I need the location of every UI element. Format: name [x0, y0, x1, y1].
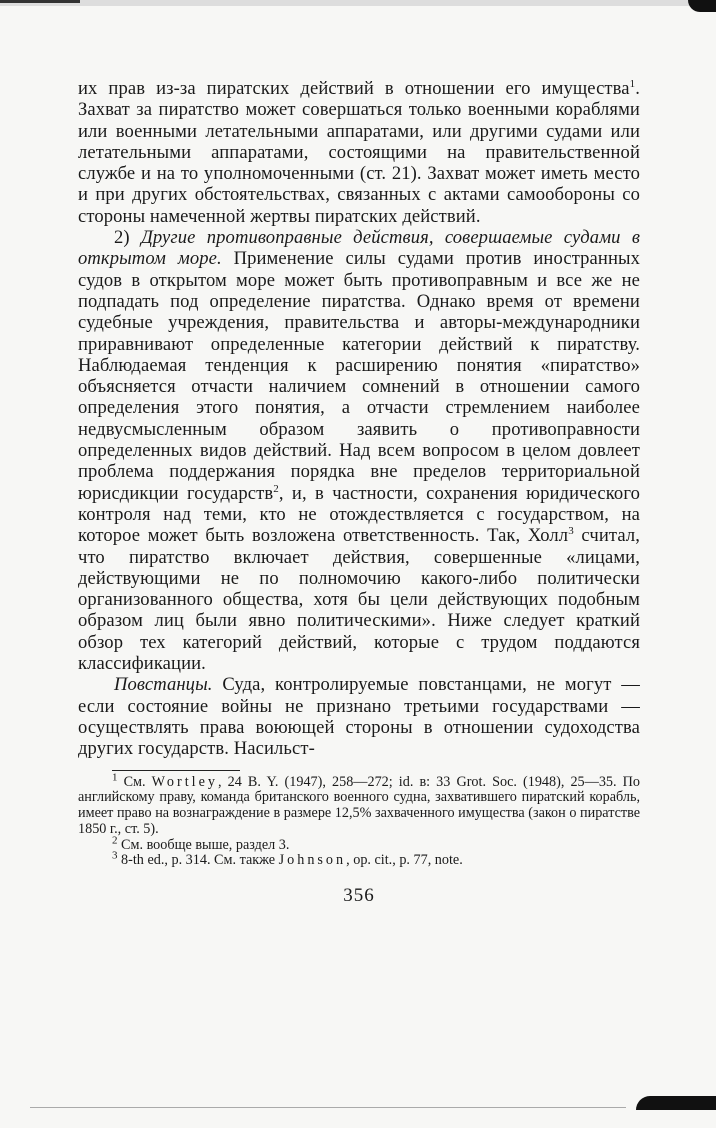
section-heading: Другие противоправные действия, совершаемые судами в открытом море. [78, 227, 640, 270]
footnote-divider [112, 770, 240, 771]
footnote-text: , op. cit., p. 77, note. [346, 852, 463, 869]
footnote-mark: 2 [112, 833, 118, 846]
paragraph-text: их прав из-за пиратских действий в отношении его имущества [78, 78, 630, 99]
footnote-ref-1: 1 [629, 77, 636, 90]
footnote-mark: 1 [112, 770, 118, 783]
paragraph-3 [78, 674, 640, 759]
footnote-text: См. [117, 773, 152, 790]
footnote-mark: 3 [112, 849, 118, 862]
footnote-text: , 24 B. Y. (1947), 258—272; id. в: 33 Grot. Soc. (1948), 25—35. По английскому праву, команда британского военного судна, захватившего пиратский корабль, имеет право на вознаграждение в размере 12,5% захваченного имущества (закон о пиратстве 1850 г., ст. 5). [78, 773, 640, 837]
footnote-1 [78, 770, 640, 838]
footnote-text: 8-th ed., p. 314. См. также [117, 852, 279, 869]
scan-corner-bottom-right [636, 1096, 716, 1110]
paragraph-text: Суда, контролируемые повстанцами, не могут — если состояние войны не признано третьими государствами — осуществлять права воюющей стороны в отношении судоходства других государств. Насильст- [78, 674, 640, 760]
page-number: 356 [343, 885, 375, 907]
footnote-author: Wortley [151, 773, 219, 790]
paragraph-1 [78, 78, 640, 227]
footnote-3 [78, 849, 640, 869]
paragraph-2 [78, 227, 640, 674]
paragraph-text: , и, в частности, сохранения юридического контроля над теми, кто не отождествляется с государством, на которое может быть возложена ответственность. Так, Холл [78, 482, 640, 547]
scan-corner-top-right [688, 0, 716, 12]
scan-mark [0, 0, 80, 3]
footnote-text: См. вообще выше, раздел 3. [117, 836, 290, 853]
paragraph-text: Применение силы судами против иностранных судов в открытом море может быть противоправным и все же не подпадать под определение пиратства. Однако время от времени судебные учреждения, правительства и авторы-международники приравнивают определенные категории действий к пиратству. Наблюдаемая тенденция к расширению понятия «пиратство» объясняется отчасти наличием сомнений в отношении самого определения этого понятия, а отчасти стремлением наиболее недвусмысленным образом заявить о противоправности определенных видов действий. Над всем вопросом в целом довлеет проблема поддержания порядка вне пределов территориальной юрисдикции государств [78, 248, 640, 504]
subsection-heading: Повстанцы. [114, 674, 213, 696]
section-number: 2) [114, 227, 141, 249]
paragraph-text: . Захват за пиратство может совершаться только военными кораблями или военными летательными аппаратами, или другими судами или летательными аппаратами, состоящими на правительственной службе и на то уполномоченными (ст. 21). Захват может иметь место и при других обстоятельствах, связанных с актами самообороны со стороны намеченной жертвы пиратских действий. [78, 78, 640, 227]
scan-edge-bottom [30, 1107, 626, 1108]
book-page [78, 78, 640, 907]
footnote-author: Johnson [278, 852, 347, 869]
scan-edge-top [0, 0, 716, 6]
paragraph-text: считал, что пиратство включает действия, совершенные «лицами, действующими не по полномочию какого-либо политически организованного общества, хотя бы цели действующих подобным образом лиц были явно политическими». Ниже следует краткий обзор тех категорий действий, которые с трудом поддаются классификации. [78, 525, 640, 675]
footnote-ref-2: 2 [273, 482, 279, 495]
footnote-ref-3: 3 [568, 525, 574, 538]
